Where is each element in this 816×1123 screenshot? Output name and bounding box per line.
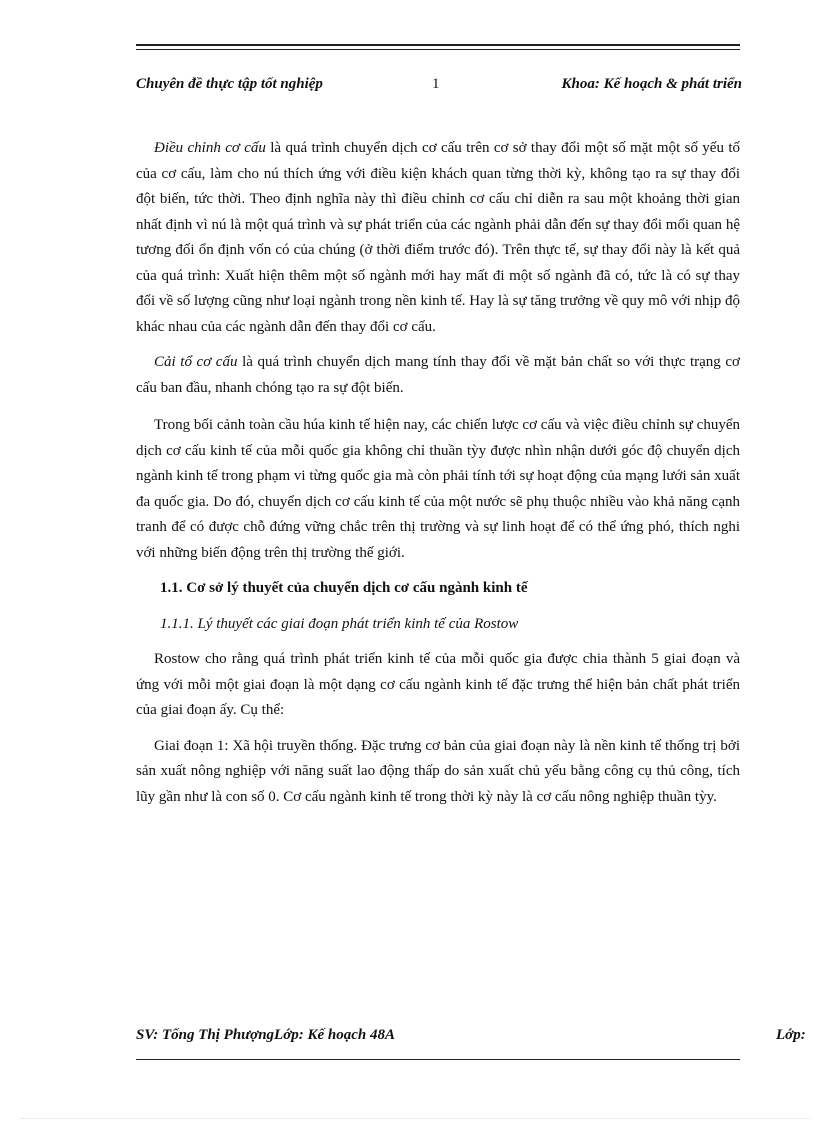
paragraph-text: là quá trình chuyển dịch cơ cấu trên cơ sở thay đổi một số mặt một số yếu tố của cơ cấu, làm cho nú thích ứng với điều kiện khách quan từng thời kỳ, không tạo ra sự thay đổi đột biến, tức thời. Theo định nghĩa này thì điều chỉnh cơ cấu chỉ diễn ra sau một khoảng thời gian nhất định vì nú là một quá trình và sự phát triển của các ngành phải dẫn đến sự thay đổi mối quan hệ tương đối ổn định vốn có của chúng (ở thời điểm trước đó). Trên thực tế, sự thay đổi này là kết quả của quá trình: Xuất hiện thêm một số ngành mới hay mất đi một số ngành đã có, tức là có sự thay đổi về số lượng cũng như loại ngành trong nền kinh tế. Hay là sự tăng trưởng về quy mô với nhịp độ khác nhau của các ngành dẫn đến thay đổi cơ cấu.	[136, 140, 740, 335]
term-cai-to: Cải tổ cơ cấu	[154, 354, 238, 370]
paragraph-giai-doan-1: Giai đoạn 1: Xã hội truyền thống. Đặc trưng cơ bản của giai đoạn này là nền kinh tế thống trị bởi sản xuất nông nghiệp với năng suất lao động thấp do sản xuất chủ yếu bằng công cụ thủ công, tích lũy gần như là con số 0. Cơ cấu ngành kinh tế trong thời kỳ này là cơ cấu nông nghiệp thuần tỳy.	[136, 737, 740, 805]
paragraph-toan-cau-hoa: Trong bối cảnh toàn cầu húa kinh tế hiện nay, các chiến lược cơ cấu và việc điều chỉnh sự chuyển dịch cơ cấu kinh tế của mỗi quốc gia không chỉ thuần tỳy được nhìn nhận dưới góc độ chuyển dịch ngành kinh tế trong phạm vi từng quốc gia mà còn phải tính tới sự hoạt động của mạng lưới sản xuất đa quốc gia. Do đó, chuyển dịch cơ cấu kinh tế của một nước sẽ phụ thuộc nhiều vào khả năng cạnh tranh để có được chỗ đứng vững chắc trên thị trường và sự linh hoạt để có thể ứng phó, thích nghi với những biến động trên thị trường thế giới.	[136, 417, 740, 561]
header-faculty: Khoa: Kế hoạch & phát triển	[561, 76, 742, 92]
header-rule	[136, 44, 740, 50]
page-edge	[20, 1118, 810, 1119]
paragraph-text: là quá trình chuyển dịch mang tính thay đổi về mặt bản chất so với thực trạng cơ cấu ban đầu, nhanh chóng tạo ra sự đột biến.	[136, 354, 740, 396]
term-dieu-chinh: Điều chỉnh cơ cấu	[154, 140, 266, 156]
footer-class: Lớp:	[776, 1027, 806, 1043]
section-heading: 1.1. Cơ sở lý thuyết của chuyển dịch cơ cấu ngành kinh tế	[160, 580, 528, 596]
paragraph-rostow: Rostow cho rằng quá trình phát triển kinh tế của mỗi quốc gia được chia thành 5 giai đoạn và ứng với mỗi một giai đoạn là một dạng cơ cấu ngành kinh tế đặc trưng thể hiện bản chất phát triển của giai đoạn ấy. Cụ thể:	[136, 651, 740, 718]
paragraph-cai-to	[136, 350, 740, 401]
page-number: 1	[432, 76, 440, 92]
paragraph-dieu-chinh	[136, 136, 740, 340]
footer-student: SV: Tống Thị PhượngLớp: Kế hoạch 48A	[136, 1027, 396, 1043]
page-footer	[136, 1027, 816, 1049]
document-body	[136, 136, 740, 820]
header-title: Chuyên đề thực tập tốt nghiệp	[136, 76, 323, 92]
page-header	[136, 76, 742, 98]
subsection-heading: 1.1.1. Lý thuyết các giai đoạn phát triển kinh tế của Rostow	[160, 615, 519, 632]
footer-rule	[136, 1059, 740, 1060]
